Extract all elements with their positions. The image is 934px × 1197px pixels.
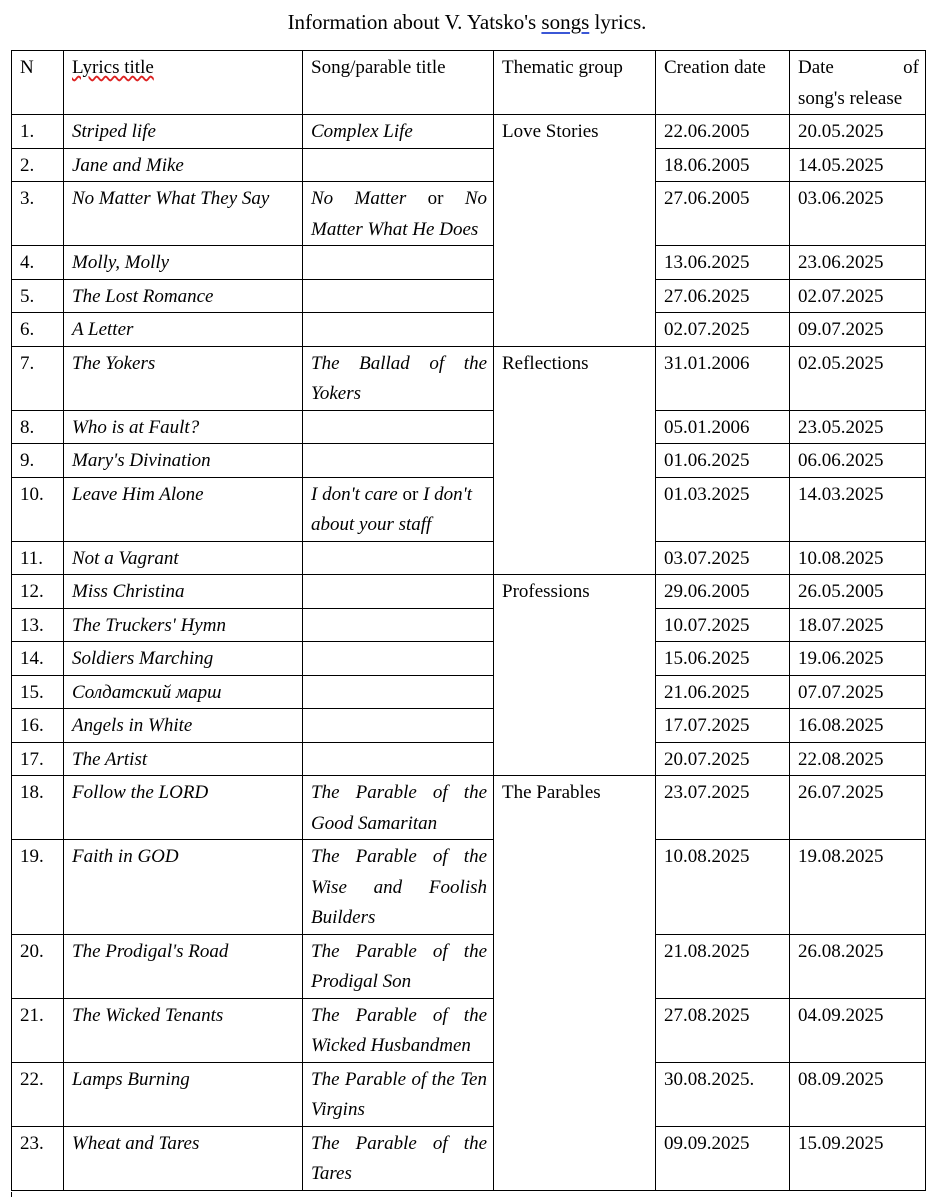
table-row xyxy=(12,246,926,280)
cell-creation-date: 27.06.2025 xyxy=(656,279,790,313)
header-release-date-c: song's release xyxy=(798,87,903,109)
cell-song-title: The Parable of the Wicked Husbandmen xyxy=(303,998,494,1062)
cell-song-title xyxy=(303,444,494,478)
cell-n: 16. xyxy=(12,709,64,743)
cell-lyrics-title: Mary's Divination xyxy=(64,444,303,478)
header-n: N xyxy=(12,51,64,115)
cell-creation-date: 01.06.2025 xyxy=(656,444,790,478)
cell-n: 19. xyxy=(12,840,64,935)
header-creation-date: Creation date xyxy=(656,51,790,115)
cell-release-date: 18.07.2025 xyxy=(790,608,926,642)
cell-n: 5. xyxy=(12,279,64,313)
cell-release-date: 23.05.2025 xyxy=(790,410,926,444)
cell-n: 20. xyxy=(12,934,64,998)
table-row xyxy=(12,1062,926,1126)
cell-lyrics-title: The Truckers' Hymn xyxy=(64,608,303,642)
cell-creation-date: 20.07.2025 xyxy=(656,742,790,776)
cell-song-title xyxy=(303,742,494,776)
table-row xyxy=(12,998,926,1062)
table-row xyxy=(12,541,926,575)
table-row xyxy=(12,1126,926,1190)
cell-creation-date: 30.08.2025. xyxy=(656,1062,790,1126)
cell-release-date: 03.06.2025 xyxy=(790,182,926,246)
cell-creation-date: 17.07.2025 xyxy=(656,709,790,743)
cell-creation-date: 21.08.2025 xyxy=(656,934,790,998)
table-row xyxy=(12,642,926,676)
cell-release-date: 19.06.2025 xyxy=(790,642,926,676)
cell-n: 12. xyxy=(12,575,64,609)
cell-release-date: 08.09.2025 xyxy=(790,1062,926,1126)
cell-song-title: The Parable of the Tares xyxy=(303,1126,494,1190)
title-text-start: Information about V. Yatsko's xyxy=(287,10,542,34)
cell-lyrics-title: Angels in White xyxy=(64,709,303,743)
cell-lyrics-title: The Yokers xyxy=(64,346,303,410)
cell-lyrics-title: Striped life xyxy=(64,115,303,149)
table-row xyxy=(12,279,926,313)
cell-creation-date: 10.08.2025 xyxy=(656,840,790,935)
cell-release-date: 14.03.2025 xyxy=(790,477,926,541)
cell-lyrics-title: A Letter xyxy=(64,313,303,347)
cell-n: 14. xyxy=(12,642,64,676)
group-reflections: Reflections xyxy=(494,346,656,575)
cell-release-date: 09.07.2025 xyxy=(790,313,926,347)
cell-creation-date: 03.07.2025 xyxy=(656,541,790,575)
song-title-or: or xyxy=(402,483,419,505)
cell-creation-date: 01.03.2025 xyxy=(656,477,790,541)
table-row xyxy=(12,313,926,347)
cell-creation-date: 27.08.2025 xyxy=(656,998,790,1062)
cell-song-title: Complex Life xyxy=(303,115,494,149)
page-edge-line xyxy=(11,1192,12,1197)
header-release-date xyxy=(790,51,926,115)
table-row xyxy=(12,444,926,478)
cell-song-title xyxy=(303,182,494,246)
cell-song-title xyxy=(303,477,494,541)
cell-creation-date: 21.06.2025 xyxy=(656,675,790,709)
cell-release-date: 06.06.2025 xyxy=(790,444,926,478)
cell-song-title: The Ballad of the Yokers xyxy=(303,346,494,410)
cell-lyrics-title: Jane and Mike xyxy=(64,148,303,182)
cell-release-date: 10.08.2025 xyxy=(790,541,926,575)
cell-release-date: 07.07.2025 xyxy=(790,675,926,709)
table-row xyxy=(12,675,926,709)
cell-n: 4. xyxy=(12,246,64,280)
cell-song-title: The Parable of the Wise and Foolish Builders xyxy=(303,840,494,935)
cell-lyrics-title: Faith in GOD xyxy=(64,840,303,935)
cell-n: 10. xyxy=(12,477,64,541)
table-row xyxy=(12,840,926,935)
cell-creation-date: 31.01.2006 xyxy=(656,346,790,410)
cell-creation-date: 13.06.2025 xyxy=(656,246,790,280)
cell-release-date: 19.08.2025 xyxy=(790,840,926,935)
title-text-end: lyrics. xyxy=(589,10,647,34)
cell-release-date: 20.05.2025 xyxy=(790,115,926,149)
cell-lyrics-title: Follow the LORD xyxy=(64,776,303,840)
cell-creation-date: 02.07.2025 xyxy=(656,313,790,347)
song-title-part-a: No Matter xyxy=(311,188,407,209)
cell-release-date: 02.07.2025 xyxy=(790,279,926,313)
cell-n: 22. xyxy=(12,1062,64,1126)
cell-release-date: 26.08.2025 xyxy=(790,934,926,998)
song-title-part-a: I don't care xyxy=(311,483,398,505)
cell-creation-date: 09.09.2025 xyxy=(656,1126,790,1190)
cell-n: 17. xyxy=(12,742,64,776)
cell-n: 6. xyxy=(12,313,64,347)
title-underlined-word: songs xyxy=(541,10,590,34)
cell-lyrics-title: Солдатский марш xyxy=(64,675,303,709)
cell-n: 15. xyxy=(12,675,64,709)
cell-creation-date: 10.07.2025 xyxy=(656,608,790,642)
cell-song-title: The Parable of the Ten Virgins xyxy=(303,1062,494,1126)
table-row xyxy=(12,182,926,246)
table-row xyxy=(12,934,926,998)
cell-release-date: 02.05.2025 xyxy=(790,346,926,410)
cell-n: 11. xyxy=(12,541,64,575)
header-release-date-b: of xyxy=(903,57,919,78)
cell-release-date: 26.05.2005 xyxy=(790,575,926,609)
cell-n: 9. xyxy=(12,444,64,478)
cell-song-title xyxy=(303,541,494,575)
cell-creation-date: 29.06.2005 xyxy=(656,575,790,609)
table-row xyxy=(12,477,926,541)
cell-creation-date: 15.06.2025 xyxy=(656,642,790,676)
cell-n: 7. xyxy=(12,346,64,410)
cell-lyrics-title: Molly, Molly xyxy=(64,246,303,280)
cell-song-title xyxy=(303,575,494,609)
cell-creation-date: 18.06.2005 xyxy=(656,148,790,182)
cell-lyrics-title: Wheat and Tares xyxy=(64,1126,303,1190)
table-row xyxy=(12,709,926,743)
group-love-stories: Love Stories xyxy=(494,115,656,347)
cell-song-title: The Parable of the Good Samaritan xyxy=(303,776,494,840)
cell-song-title xyxy=(303,709,494,743)
group-the-parables: The Parables xyxy=(494,776,656,1191)
header-lyrics-title-text: Lyrics title xyxy=(72,57,154,78)
cell-song-title xyxy=(303,675,494,709)
cell-song-title xyxy=(303,410,494,444)
table-row xyxy=(12,742,926,776)
cell-song-title xyxy=(303,313,494,347)
cell-release-date: 16.08.2025 xyxy=(790,709,926,743)
cell-n: 13. xyxy=(12,608,64,642)
cell-n: 23. xyxy=(12,1126,64,1190)
table-row xyxy=(12,115,926,149)
lyrics-table xyxy=(11,50,926,1191)
cell-song-title xyxy=(303,608,494,642)
header-thematic-group: Thematic group xyxy=(494,51,656,115)
cell-lyrics-title: The Prodigal's Road xyxy=(64,934,303,998)
cell-n: 18. xyxy=(12,776,64,840)
cell-lyrics-title: The Artist xyxy=(64,742,303,776)
cell-n: 3. xyxy=(12,182,64,246)
cell-n: 1. xyxy=(12,115,64,149)
table-row xyxy=(12,148,926,182)
cell-lyrics-title: The Lost Romance xyxy=(64,279,303,313)
cell-release-date: 04.09.2025 xyxy=(790,998,926,1062)
cell-lyrics-title: The Wicked Tenants xyxy=(64,998,303,1062)
header-release-date-a: Date xyxy=(798,57,834,78)
cell-creation-date: 05.01.2006 xyxy=(656,410,790,444)
cell-release-date: 15.09.2025 xyxy=(790,1126,926,1190)
header-lyrics-title xyxy=(64,51,303,115)
cell-release-date: 23.06.2025 xyxy=(790,246,926,280)
cell-lyrics-title: Miss Christina xyxy=(64,575,303,609)
header-song-title: Song/parable title xyxy=(303,51,494,115)
cell-release-date: 14.05.2025 xyxy=(790,148,926,182)
cell-song-title xyxy=(303,148,494,182)
cell-n: 8. xyxy=(12,410,64,444)
document-title xyxy=(0,8,934,36)
cell-creation-date: 22.06.2005 xyxy=(656,115,790,149)
header-row xyxy=(12,51,926,115)
cell-song-title xyxy=(303,279,494,313)
song-title-or: or xyxy=(427,188,444,209)
cell-creation-date: 27.06.2005 xyxy=(656,182,790,246)
cell-n: 2. xyxy=(12,148,64,182)
cell-song-title xyxy=(303,642,494,676)
cell-lyrics-title: No Matter What They Say xyxy=(64,182,303,246)
table-row xyxy=(12,608,926,642)
cell-release-date: 22.08.2025 xyxy=(790,742,926,776)
cell-lyrics-title: Soldiers Marching xyxy=(64,642,303,676)
cell-lyrics-title: Lamps Burning xyxy=(64,1062,303,1126)
table-row xyxy=(12,575,926,609)
song-title-part-b: No Matter What He Does xyxy=(311,188,488,240)
cell-release-date: 26.07.2025 xyxy=(790,776,926,840)
table-row xyxy=(12,410,926,444)
cell-creation-date: 23.07.2025 xyxy=(656,776,790,840)
cell-lyrics-title: Who is at Fault? xyxy=(64,410,303,444)
cell-song-title: The Parable of the Prodigal Son xyxy=(303,934,494,998)
group-professions: Professions xyxy=(494,575,656,776)
cell-lyrics-title: Leave Him Alone xyxy=(64,477,303,541)
table-row xyxy=(12,346,926,410)
cell-song-title xyxy=(303,246,494,280)
cell-lyrics-title: Not a Vagrant xyxy=(64,541,303,575)
table-row xyxy=(12,776,926,840)
cell-n: 21. xyxy=(12,998,64,1062)
song-title-part-b: I don't about your staff xyxy=(311,483,472,535)
